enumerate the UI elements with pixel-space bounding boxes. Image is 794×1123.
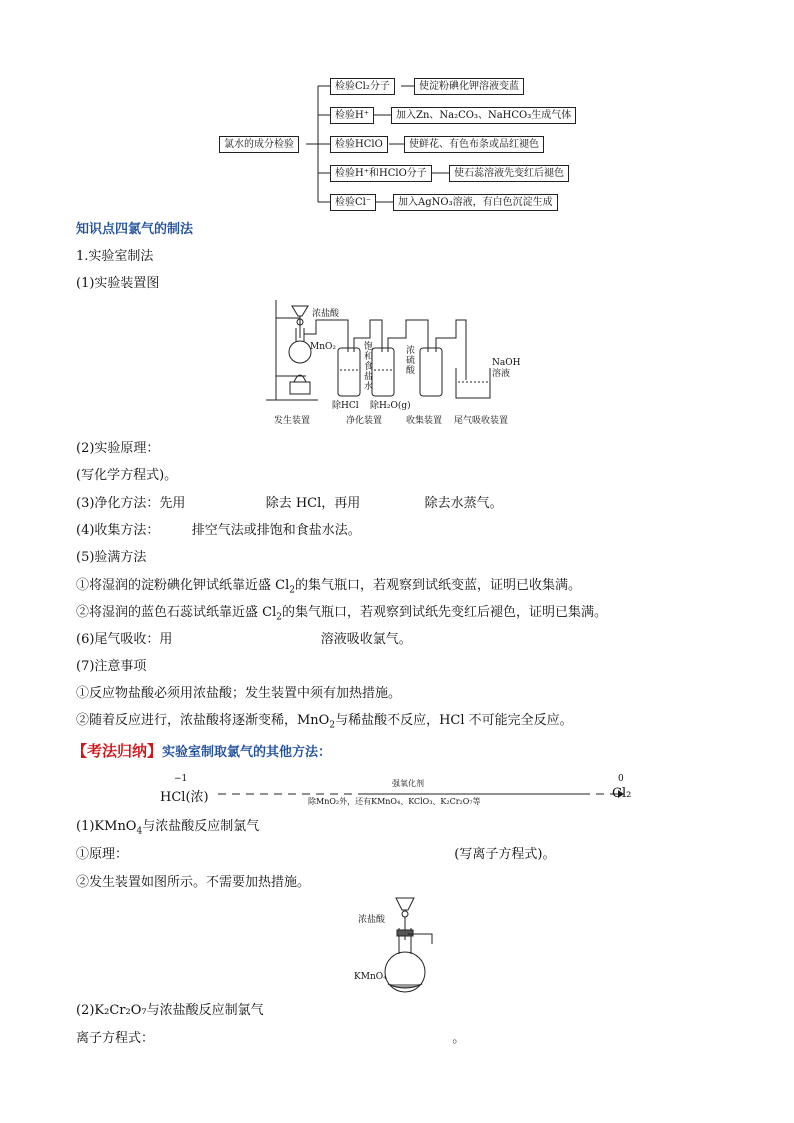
full-1-a: ①将湿润的淀粉碘化钾试纸靠近盛 Cl [76, 578, 290, 593]
kmno4-principle-b: (写离子方程式)。 [454, 847, 556, 862]
collect-b: 排空气法或排饱和食盐水法。 [191, 523, 361, 538]
kmno4-title-b: 与浓盐酸反应制氯气 [142, 819, 260, 834]
scheme-above-text: 强氧化剂 [392, 779, 424, 788]
scheme-left-species: HCl(浓) [160, 790, 209, 805]
note-1: ①反应物盐酸必须用浓盐酸；发生装置中须有加热措施。 [76, 686, 402, 701]
mindmap-result-3: 使鲜花、有色布条或品红褪色 [404, 136, 544, 153]
tail-a: (6)尾气吸收：用 [76, 632, 173, 647]
reaction-scheme [160, 774, 640, 810]
flask-label-kmno4: KMnO₄ [354, 972, 387, 982]
label-conc-hcl: 浓盐酸 [312, 309, 340, 319]
fullness-heading: (5)验满方法 [76, 550, 147, 565]
right-oxidation-state: 0 [618, 774, 624, 784]
kaofa-bracket: 【考法归纳】 [72, 742, 163, 760]
full-1-b: 的集气瓶口，若观察到试纸变蓝，证明已收集满。 [294, 578, 581, 593]
caption-collection: 收集装置 [406, 416, 443, 426]
apparatus-diagram [260, 298, 540, 428]
fullness-method-1 [76, 577, 581, 600]
scheme-below-text: 除MnO₂外，还有KMnO₄、KClO₃、K₂Cr₂O₇等 [308, 797, 481, 806]
label-remove-hcl: 除HCl [332, 401, 359, 411]
label-remove-h2o: 除H₂O(g) [370, 401, 411, 411]
apparatus-heading: (1)实验装置图 [76, 276, 160, 291]
note-2 [76, 712, 573, 735]
mindmap-root: 氯水的成分检验 [219, 136, 299, 153]
kmno4-title-sub: 4 [136, 826, 143, 837]
label-naoh-solution: NaOH溶液 [492, 358, 521, 379]
note-2-a: ②随着反应进行，浓盐酸将逐渐变稀，MnO [76, 713, 330, 728]
label-conc-h2so4: 浓硫酸 [406, 346, 416, 376]
mindmap-result-2: 加入Zn、Na₂CO₃、NaHCO₃生成气体 [391, 107, 576, 124]
kmno4-title [76, 818, 259, 841]
purify-line [76, 495, 503, 513]
collect-a: (4)收集方法： [76, 523, 160, 538]
purify-b: 除去 HCl，再用 [265, 496, 361, 511]
mindmap-result-1: 使淀粉碘化钾溶液变蓝 [414, 78, 524, 95]
caption-tail-gas: 尾气吸收装置 [454, 416, 509, 426]
k2cr2o7-title: (2)K₂Cr₂O₇与浓盐酸反应制氯气 [76, 1003, 264, 1018]
note-2-b: 与稀盐酸不反应，HCl 不可能完全反应。 [335, 713, 573, 728]
section-title: 知识点四氯气的制法 [76, 222, 194, 237]
fullness-method-2 [76, 604, 607, 627]
lab-method-heading: 1.实验室制法 [76, 249, 154, 264]
kmno4-device: ②发生装置如图所示。不需要加热措施。 [76, 875, 311, 890]
label-saturated-nacl: 饱和食盐水 [364, 342, 374, 392]
kmno4-title-a: (1)KMnO [76, 819, 137, 834]
mindmap-test-1: 检验Cl₂分子 [330, 78, 395, 95]
kmno4-flask-diagram [348, 894, 448, 998]
kmno4-principle [76, 846, 555, 864]
scheme-right-species: Cl₂ [612, 786, 632, 801]
purify-a: (3)净化方法：先用 [76, 496, 186, 511]
kmno4-principle-a: ①原理： [76, 847, 129, 862]
ionic-equation-line [76, 1030, 465, 1048]
kaofa-line [72, 742, 331, 762]
collect-line [76, 522, 361, 540]
full-2-b: 的集气瓶口，若观察到试纸先变红后褪色，证明已集满。 [281, 605, 607, 620]
tail-b: 溶液吸收氯气。 [320, 632, 412, 647]
purify-c: 除去水蒸气。 [424, 496, 503, 511]
flask-label-conc-hcl: 浓盐酸 [358, 915, 386, 925]
kmno4-flask-drawing [348, 894, 448, 998]
mindmap-test-3: 检验HClO [330, 136, 388, 153]
ionic-eq-b: 。 [452, 1031, 466, 1046]
mindmap-result-5: 加入AgNO₃溶液，有白色沉淀生成 [393, 194, 558, 211]
full-2-a: ②将湿润的蓝色石蕊试纸靠近盛 Cl [76, 605, 277, 620]
full-2-sub: 2 [276, 612, 282, 623]
kaofa-text: 实验室制取氯气的其他方法： [162, 745, 332, 760]
note-2-sub: 2 [329, 720, 336, 731]
caption-generation: 发生装置 [274, 416, 311, 426]
mindmap-test-2: 检验H⁺ [330, 107, 374, 124]
notes-heading: (7)注意事项 [76, 659, 147, 674]
ionic-eq-a: 离子方程式： [76, 1031, 155, 1046]
mindmap-test-4: 检验H⁺和HClO分子 [330, 165, 432, 182]
mindmap-test-5: 检验Cl⁻ [330, 194, 376, 211]
mindmap-result-4: 使石蕊溶液先变红后褪色 [449, 165, 569, 182]
label-mno2: MnO₂ [310, 342, 336, 352]
left-oxidation-state: −1 [174, 774, 188, 784]
caption-purification: 净化装置 [346, 416, 383, 426]
principle-line: (2)实验原理： [76, 441, 160, 456]
tail-gas-line [76, 631, 412, 649]
write-equation-line: (写化学方程式)。 [76, 468, 178, 483]
full-1-sub: 2 [289, 585, 295, 596]
